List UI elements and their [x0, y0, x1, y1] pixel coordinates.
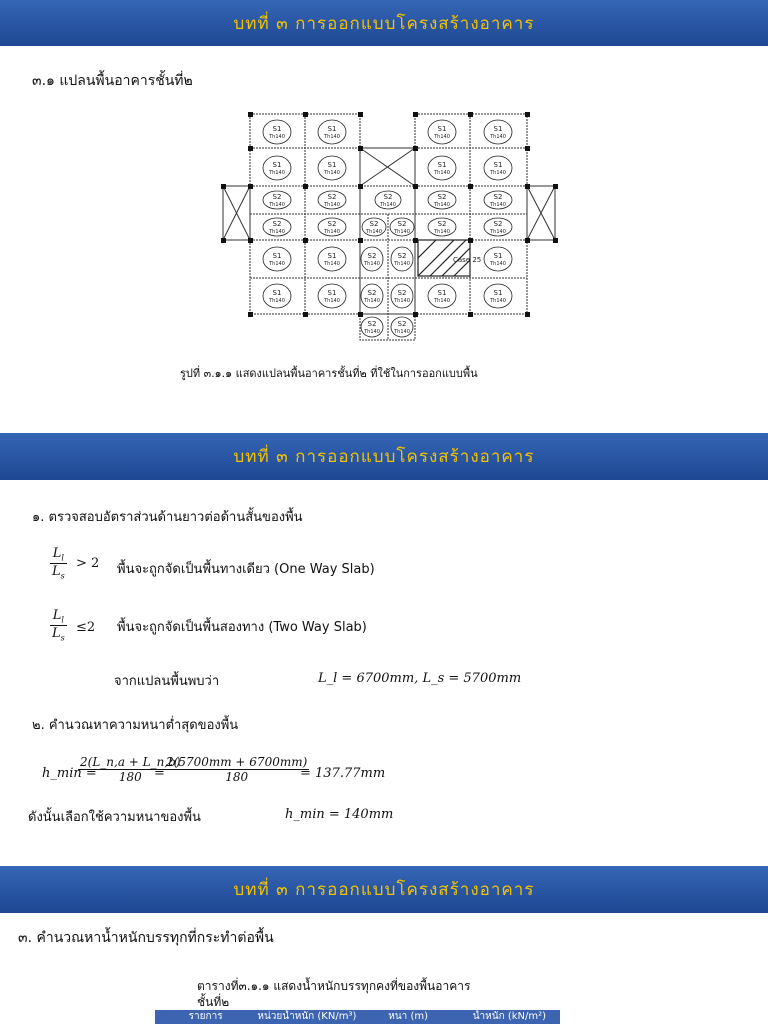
table-header-cell: หนา (m)	[388, 1011, 428, 1022]
slab-name-label: S2	[272, 220, 282, 228]
slab-thickness-label: Th140	[269, 261, 285, 267]
slab-thickness-label: Th140	[490, 261, 506, 267]
eq-lhs: h_min =	[42, 766, 97, 781]
step1-heading: ๑. ตรวจสอบอัตราส่วนด้านยาวต่อด้านสั้นของพื้น	[32, 510, 303, 525]
slab-thickness-label: Th140	[434, 170, 450, 176]
case-label: Case 25	[453, 256, 482, 264]
slab-name-label: S1	[272, 125, 282, 133]
slab-name-label: S1	[493, 289, 503, 297]
slab-name-label: S2	[367, 252, 377, 260]
slab-name-label: S2	[493, 193, 503, 201]
eq-num2: 2(5700mm + 6700mm)	[166, 755, 308, 769]
step3-heading: ๓. คำนวณหาน้ำหนักบรรทุกที่กระทำต่อพื้น	[18, 930, 274, 946]
slab-name-label: S1	[327, 289, 337, 297]
slab-name-label: S2	[367, 289, 377, 297]
slab-name-label: S2	[327, 193, 337, 201]
slab-name-label: S2	[327, 220, 337, 228]
eq-equals: =	[154, 766, 165, 781]
slab-thickness-label: Th140	[269, 170, 285, 176]
figure-caption: รูปที่ ๓.๑.๑ แสดงแปลนพื้นอาคารชั้นที่๒ ที่ใช้ในการออกแบบพื้น	[180, 367, 478, 380]
given-label: จากแปลนพื้นพบว่า	[114, 674, 220, 689]
slab-thickness-label: Th140	[434, 134, 450, 140]
table-header-row	[155, 1010, 560, 1024]
slab-thickness-label: Th140	[324, 202, 340, 208]
step2-heading: ๒. คำนวณหาความหนาต่ำสุดของพื้น	[32, 718, 239, 733]
slab-thickness-label: Th140	[366, 229, 382, 235]
slab-thickness-label: Th140	[394, 261, 410, 267]
slab-name-label: S2	[437, 220, 447, 228]
slab-thickness-label: Th140	[324, 134, 340, 140]
banner-title: บทที่ ๓ การออกแบบโครงสร้างอาคาร	[233, 880, 535, 900]
slab-name-label: S1	[493, 252, 503, 260]
slab-thickness-label: Th140	[364, 298, 380, 304]
slab-name-label: S1	[437, 289, 447, 297]
given-equation: L_l = 6700mm, L_s = 5700mm	[318, 671, 522, 686]
banner-title: บทที่ ๓ การออกแบบโครงสร้างอาคาร	[233, 447, 535, 467]
section-heading-plan: ๓.๑ แปลนพื้นอาคารชั้นที่๒	[32, 73, 193, 89]
slab-thickness-label: Th140	[394, 229, 410, 235]
slab-name-label: S1	[327, 252, 337, 260]
slab-thickness-label: Th140	[434, 202, 450, 208]
slab-thickness-label: Th140	[434, 298, 450, 304]
cond2-operator: ≤2	[76, 620, 96, 635]
slab-name-label: S1	[272, 252, 282, 260]
ratio-fraction-2: $\frac{L_l}{L_s}$	[52, 608, 65, 643]
slab-thickness-label: Th140	[269, 229, 285, 235]
eq-num1: 2(L_n,a + L_n,b)	[80, 755, 181, 769]
banner-3	[0, 866, 768, 913]
slab-thickness-label: Th140	[269, 134, 285, 140]
eq-den1: 180	[118, 770, 142, 784]
slab-name-label: S1	[437, 125, 447, 133]
slab-name-label: S2	[397, 289, 407, 297]
slab-name-label: S2	[493, 220, 503, 228]
banner-2	[0, 433, 768, 480]
slab-name-label: S2	[437, 193, 447, 201]
ratio-fraction-1: $\frac{L_l}{L_s}$	[52, 546, 65, 581]
slab-thickness-label: Th140	[324, 298, 340, 304]
slab-name-label: S2	[397, 320, 407, 328]
slab-name-label: S1	[493, 125, 503, 133]
slab-thickness-label: Th140	[269, 298, 285, 304]
slab-thickness-label: Th140	[490, 298, 506, 304]
slab-thickness-label: Th140	[490, 170, 506, 176]
slab-thickness-label: Th140	[324, 170, 340, 176]
slab-name-label: S2	[383, 193, 393, 201]
table-header-cell: รายการ	[188, 1011, 223, 1022]
slab-name-label: S1	[272, 289, 282, 297]
slab-name-label: S2	[397, 220, 407, 228]
cond1-text: พื้นจะถูกจัดเป็นพื้นทางเดียว (One Way Slab)	[117, 562, 375, 577]
floor-plan	[220, 108, 560, 344]
conclusion-equation: h_min = 140mm	[285, 807, 394, 822]
slab-thickness-label: Th140	[490, 134, 506, 140]
banner-title: บทที่ ๓ การออกแบบโครงสร้างอาคาร	[233, 13, 535, 34]
slab-name-label: S1	[493, 161, 503, 169]
slab-name-label: S1	[327, 125, 337, 133]
banner-1	[0, 0, 768, 46]
cond1-operator: > 2	[76, 556, 100, 571]
slab-name-label: S2	[272, 193, 282, 201]
table-caption-line1: ตารางที่๓.๑.๑ แสดงน้ำหนักบรรทุกคงที่ของพื้นอาคาร	[197, 979, 471, 993]
cond2-text: พื้นจะถูกจัดเป็นพื้นสองทาง (Two Way Slab)	[117, 620, 367, 635]
slab-thickness-label: Th140	[380, 202, 396, 208]
conclusion-text: ดังนั้นเลือกใช้ความหนาของพื้น	[28, 810, 201, 825]
slab-thickness-label: Th140	[364, 329, 380, 335]
slab-thickness-label: Th140	[269, 202, 285, 208]
slab-name-label: S2	[397, 252, 407, 260]
slab-thickness-label: Th140	[394, 329, 410, 335]
table-caption-line2: ชั้นที่๒	[197, 995, 230, 1009]
slab-name-label: S1	[437, 161, 447, 169]
eq-fraction-2	[164, 755, 309, 784]
slab-thickness-label: Th140	[490, 202, 506, 208]
slab-thickness-label: Th140	[490, 229, 506, 235]
slab-name-label: S1	[327, 161, 337, 169]
table-header-cell: หน่วยน้ำหนัก (KN/m³)	[257, 1011, 357, 1022]
eq-den2: 180	[225, 770, 249, 784]
eq-result: = 137.77mm	[300, 766, 386, 781]
table-header-cell: น้ำหนัก (kN/m²)	[472, 1011, 547, 1022]
slab-name-label: S1	[272, 161, 282, 169]
slab-name-label: S2	[369, 220, 379, 228]
slab-name-label: S2	[367, 320, 377, 328]
slab-thickness-label: Th140	[324, 261, 340, 267]
slab-thickness-label: Th140	[364, 261, 380, 267]
slab-thickness-label: Th140	[434, 229, 450, 235]
slab-thickness-label: Th140	[394, 298, 410, 304]
slab-thickness-label: Th140	[324, 229, 340, 235]
